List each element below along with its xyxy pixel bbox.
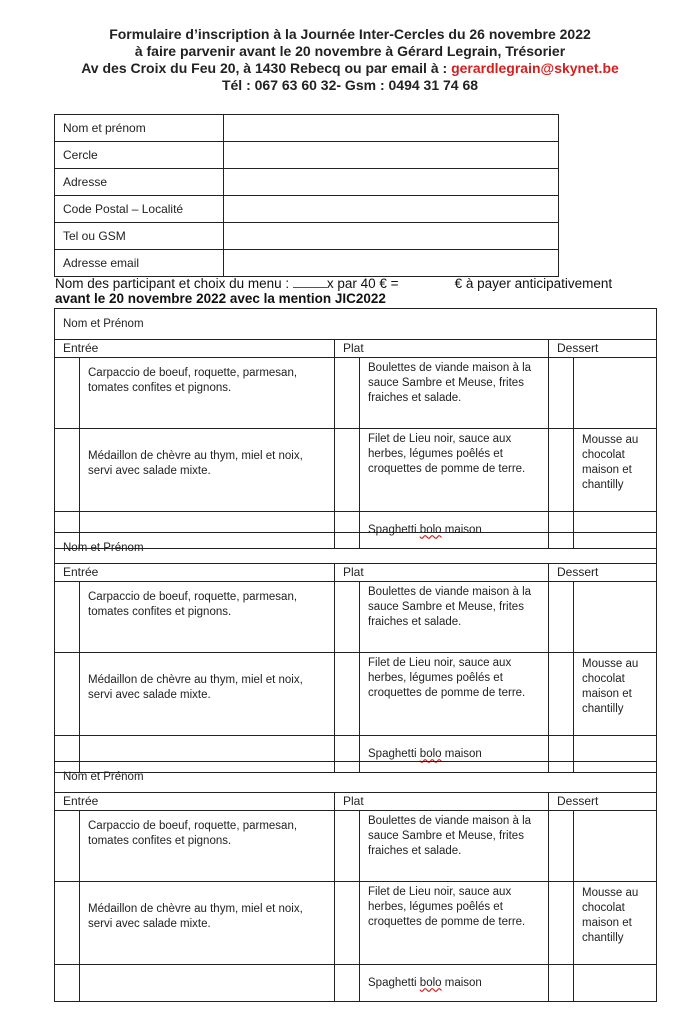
col-plat: Plat: [335, 340, 549, 358]
field-label: Tel ou GSM: [55, 223, 224, 250]
plat-boulettes: Boulettes de viande maison à la sauce Sambre et Meuse, frites fraiches et salade.: [360, 358, 549, 429]
participant-count-line: Nom des participant et choix du menu : x par 40 € = € à payer anticipativement avant le 20 novembre 2022 avec la mention JIC2022: [55, 276, 613, 306]
entree-chevre: Médaillon de chèvre au thym, miel et noix, servi avec salade mixte.: [80, 882, 335, 965]
info-row-club: [55, 142, 559, 169]
header-deadline: à faire parvenir avant le 20 novembre à Gérard Legrain, Trésorier: [134, 43, 566, 59]
header-phone: Tél : 067 63 60 32- Gsm : 0494 31 74 68: [221, 77, 479, 93]
dessert-mousse: Mousse au chocolat maison et chantilly: [574, 882, 657, 965]
address-input-cell[interactable]: [224, 169, 559, 196]
choice-box[interactable]: [549, 882, 574, 965]
club-input-cell[interactable]: [224, 142, 559, 169]
choice-box[interactable]: [549, 358, 574, 429]
info-row-email: [55, 250, 559, 277]
info-row-phone: [55, 223, 559, 250]
entree-chevre: Médaillon de chèvre au thym, miel et noix, servi avec salade mixte.: [80, 429, 335, 512]
choice-box[interactable]: [335, 653, 360, 736]
name-input-cell[interactable]: [224, 115, 559, 142]
field-label: Code Postal – Localité: [55, 196, 224, 223]
choice-box[interactable]: [335, 811, 360, 882]
field-label: Cercle: [55, 142, 224, 169]
col-entree: Entrée: [55, 340, 335, 358]
entree-carpaccio: Carpaccio de boeuf, roquette, parmesan, tomates confites et pignons.: [80, 811, 335, 882]
col-dessert: Dessert: [549, 564, 657, 582]
participant-name-label[interactable]: Nom et Prénom: [55, 309, 657, 340]
plat-spaghetti: Spaghetti bolo maison: [360, 736, 549, 773]
info-row-name: [55, 115, 559, 142]
choice-box[interactable]: [55, 653, 80, 736]
participant-name-label[interactable]: Nom et Prénom: [55, 762, 657, 793]
email-link[interactable]: gerardlegrain@skynet.be: [451, 60, 619, 76]
choice-box[interactable]: [549, 965, 574, 1002]
header-title: Formulaire d’inscription à la Journée Inter-Cercles du 26 novembre 2022: [109, 26, 591, 42]
entree-carpaccio: Carpaccio de boeuf, roquette, parmesan, tomates confites et pignons.: [80, 582, 335, 653]
col-dessert: Dessert: [549, 340, 657, 358]
choice-box[interactable]: [55, 582, 80, 653]
choice-box[interactable]: [55, 429, 80, 512]
choice-box[interactable]: [335, 582, 360, 653]
col-entree: Entrée: [55, 564, 335, 582]
choice-box[interactable]: [55, 358, 80, 429]
field-label: Adresse: [55, 169, 224, 196]
registration-info-table: [54, 114, 559, 277]
entree-carpaccio: Carpaccio de boeuf, roquette, parmesan, tomates confites et pignons.: [80, 358, 335, 429]
choice-box[interactable]: [335, 358, 360, 429]
deadline-mention: avant le 20 novembre 2022 avec la mention JIC2022: [55, 291, 386, 306]
participant-name-label[interactable]: Nom et Prénom: [55, 533, 657, 564]
menu-table-2: [54, 532, 657, 773]
entree-chevre: Médaillon de chèvre au thym, miel et noix, servi avec salade mixte.: [80, 653, 335, 736]
choice-box[interactable]: [549, 582, 574, 653]
field-label: Nom et prénom: [55, 115, 224, 142]
email-input-cell[interactable]: [224, 250, 559, 277]
form-header: [0, 26, 700, 94]
choice-box[interactable]: [55, 882, 80, 965]
choice-box[interactable]: [335, 429, 360, 512]
col-plat: Plat: [335, 564, 549, 582]
plat-lieu-noir: Filet de Lieu noir, sauce aux herbes, légumes poêlés et croquettes de pomme de terre.: [360, 882, 549, 965]
dessert-mousse: Mousse au chocolat maison et chantilly: [574, 429, 657, 512]
plat-boulettes: Boulettes de viande maison à la sauce Sambre et Meuse, frites fraiches et salade.: [360, 582, 549, 653]
plat-spaghetti: Spaghetti bolo maison: [360, 512, 549, 549]
choice-box[interactable]: [335, 965, 360, 1002]
postal-input-cell[interactable]: [224, 196, 559, 223]
header-address: Av des Croix du Feu 20, à 1430 Rebecq ou par email à : gerardlegrain@skynet.be: [81, 60, 619, 76]
choice-box[interactable]: [55, 965, 80, 1002]
plat-spaghetti: Spaghetti bolo maison: [360, 965, 549, 1002]
choice-box[interactable]: [335, 882, 360, 965]
count-blank[interactable]: [293, 277, 327, 288]
choice-box[interactable]: [549, 429, 574, 512]
phone-input-cell[interactable]: [224, 223, 559, 250]
plat-boulettes: Boulettes de viande maison à la sauce Sambre et Meuse, frites fraiches et salade.: [360, 811, 549, 882]
choice-box[interactable]: [549, 653, 574, 736]
choice-box[interactable]: [55, 811, 80, 882]
info-row-address: [55, 169, 559, 196]
col-plat: Plat: [335, 793, 549, 811]
dessert-mousse: Mousse au chocolat maison et chantilly: [574, 653, 657, 736]
info-row-postal: [55, 196, 559, 223]
menu-table-1: [54, 308, 657, 549]
plat-lieu-noir: Filet de Lieu noir, sauce aux herbes, légumes poêlés et croquettes de pomme de terre.: [360, 653, 549, 736]
field-label: Adresse email: [55, 250, 224, 277]
col-dessert: Dessert: [549, 793, 657, 811]
col-entree: Entrée: [55, 793, 335, 811]
plat-lieu-noir: Filet de Lieu noir, sauce aux herbes, légumes poêlés et croquettes de pomme de terre.: [360, 429, 549, 512]
choice-box[interactable]: [549, 811, 574, 882]
menu-table-3: [54, 761, 657, 1002]
